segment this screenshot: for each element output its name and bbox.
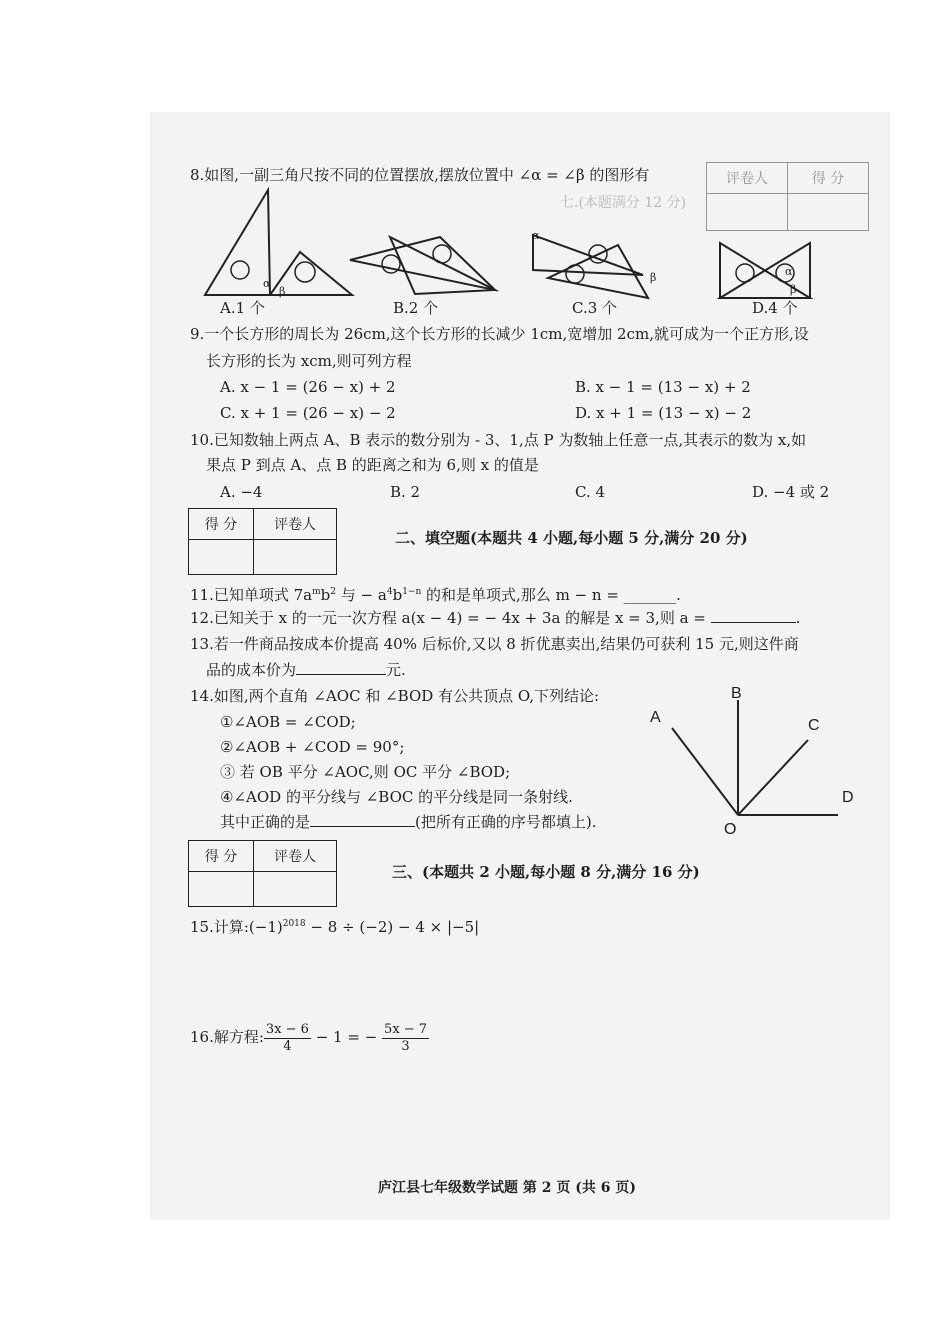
q9-option-d: D. x + 1 = (13 − x) − 2	[575, 404, 752, 422]
q14-item-1: ①∠AOB = ∠COD;	[220, 713, 356, 731]
q8-option-a: A.1 个	[220, 299, 265, 317]
q8-option-d: D.4 个	[752, 299, 798, 317]
q14-point-d: D	[842, 789, 854, 806]
q9-option-b: B. x − 1 = (13 − x) + 2	[575, 378, 751, 396]
q10-option-d: D. −4 或 2	[752, 483, 830, 501]
q9-stem-line1: 9.一个长方形的周长为 26cm,这个长方形的长减少 1cm,宽增加 2cm,就可成为一个正方形,设	[190, 325, 809, 343]
score-cell[interactable]	[189, 540, 254, 575]
score-table-1	[188, 508, 337, 575]
q8c-beta: β	[650, 271, 657, 284]
q8d-alpha: α	[785, 265, 793, 278]
q14-item-2: ②∠AOB + ∠COD = 90°;	[220, 738, 405, 756]
q13-answer-blank[interactable]	[296, 660, 386, 675]
q10-option-b: B. 2	[390, 483, 421, 501]
reviewer-label-2: 评卷人	[254, 841, 337, 872]
q10-option-a: A. −4	[220, 483, 263, 501]
q8a-beta: β	[279, 285, 286, 298]
q14-stem: 14.如图,两个直角 ∠AOC 和 ∠BOD 有公共顶点 O,下列结论:	[190, 687, 600, 705]
q14-item-4: ④∠AOD 的平分线与 ∠BOC 的平分线是同一条射线.	[220, 788, 573, 806]
q11: 11.已知单项式 $7a^mb^2$ 与 − $a^4b^{1-n}$ 的和是单项式,那么 m − n = _______.	[190, 586, 681, 604]
q8-figure-c	[528, 230, 668, 305]
score-label: 得 分	[189, 509, 254, 540]
q14-item-3: ③ 若 OB 平分 ∠AOC,则 OC 平分 ∠BOD;	[220, 763, 511, 781]
q8d-beta: β	[790, 283, 797, 296]
ghost-section-title: 七.(本题满分 12 分)	[560, 195, 687, 211]
reviewer-label: 评卷人	[254, 509, 337, 540]
q14-point-o: O	[724, 821, 737, 838]
ghost-score-label: 评卷人	[707, 163, 788, 194]
q14-angle-figure	[640, 680, 870, 840]
q12-answer-blank[interactable]	[711, 608, 796, 623]
q16-fraction-1: $\frac{3x - 6}{4}$	[265, 1021, 309, 1054]
q15: 15.计算$:(-1)^{2018} - 8 \div (-2) - 4 \times |-5|$	[190, 918, 480, 936]
q14-point-b: B	[731, 685, 742, 702]
q12: 12.已知关于 x 的一元一次方程 a(x − 4) = − 4x + 3a 的解是 x = 3,则 a = .	[190, 609, 801, 627]
reviewer-cell-2[interactable]	[254, 872, 337, 907]
q13-line1: 13.若一件商品按成本价提高 40% 后标价,又以 8 折优惠卖出,结果仍可获利 15 元,则这件商	[190, 635, 799, 653]
q8c-alpha: α	[532, 229, 540, 242]
q8-option-c: C.3 个	[572, 299, 618, 317]
score-table-2	[188, 840, 337, 907]
q16-fraction-2: $\frac{5x - 7}{3}$	[384, 1021, 428, 1054]
section2-title: 二、填空题(本题共 4 小题,每小题 5 分,满分 20 分)	[395, 529, 748, 547]
q10-option-c: C. 4	[575, 483, 606, 501]
q16: 16.解方程: $\frac{3x - 6}{4}$ − 1 = − $\frac{5x - 7}{3}$	[190, 1021, 428, 1054]
ghost-score-table	[706, 162, 869, 231]
q8-stem: 8.如图,一副三角尺按不同的位置摆放,摆放位置中 ∠α = ∠β 的图形有	[190, 166, 650, 184]
q10-stem-line1: 10.已知数轴上两点 A、B 表示的数分别为 - 3、1,点 P 为数轴上任意一点,其表示的数为 x,如	[190, 431, 807, 449]
score-label-2: 得 分	[189, 841, 254, 872]
q9-option-a: A. x − 1 = (26 − x) + 2	[220, 378, 396, 396]
q8a-alpha: α	[263, 277, 271, 290]
q14-answer: 其中正确的是 (把所有正确的序号都填上).	[220, 813, 597, 831]
q9-stem-line2: 长方形的长为 xcm,则可列方程	[206, 352, 412, 370]
section3-title: 三、(本题共 2 小题,每小题 8 分,满分 16 分)	[392, 863, 700, 881]
q8-figure-b	[345, 232, 505, 302]
q8-figure-d	[715, 238, 815, 303]
q9-option-c: C. x + 1 = (26 − x) − 2	[220, 404, 396, 422]
q10-stem-line2: 果点 P 到点 A、点 B 的距离之和为 6,则 x 的值是	[206, 456, 539, 474]
q13-line2: 品的成本价为 元.	[206, 661, 406, 679]
score-cell-2[interactable]	[189, 872, 254, 907]
q14-answer-blank[interactable]	[310, 812, 415, 827]
q8-option-b: B.2 个	[393, 299, 439, 317]
ghost-reviewer-label: 得 分	[788, 163, 869, 194]
page-footer: 庐江县七年级数学试题 第 2 页 (共 6 页)	[378, 1180, 636, 1196]
reviewer-cell[interactable]	[254, 540, 337, 575]
q14-point-c: C	[808, 717, 820, 734]
q14-point-a: A	[650, 709, 661, 726]
